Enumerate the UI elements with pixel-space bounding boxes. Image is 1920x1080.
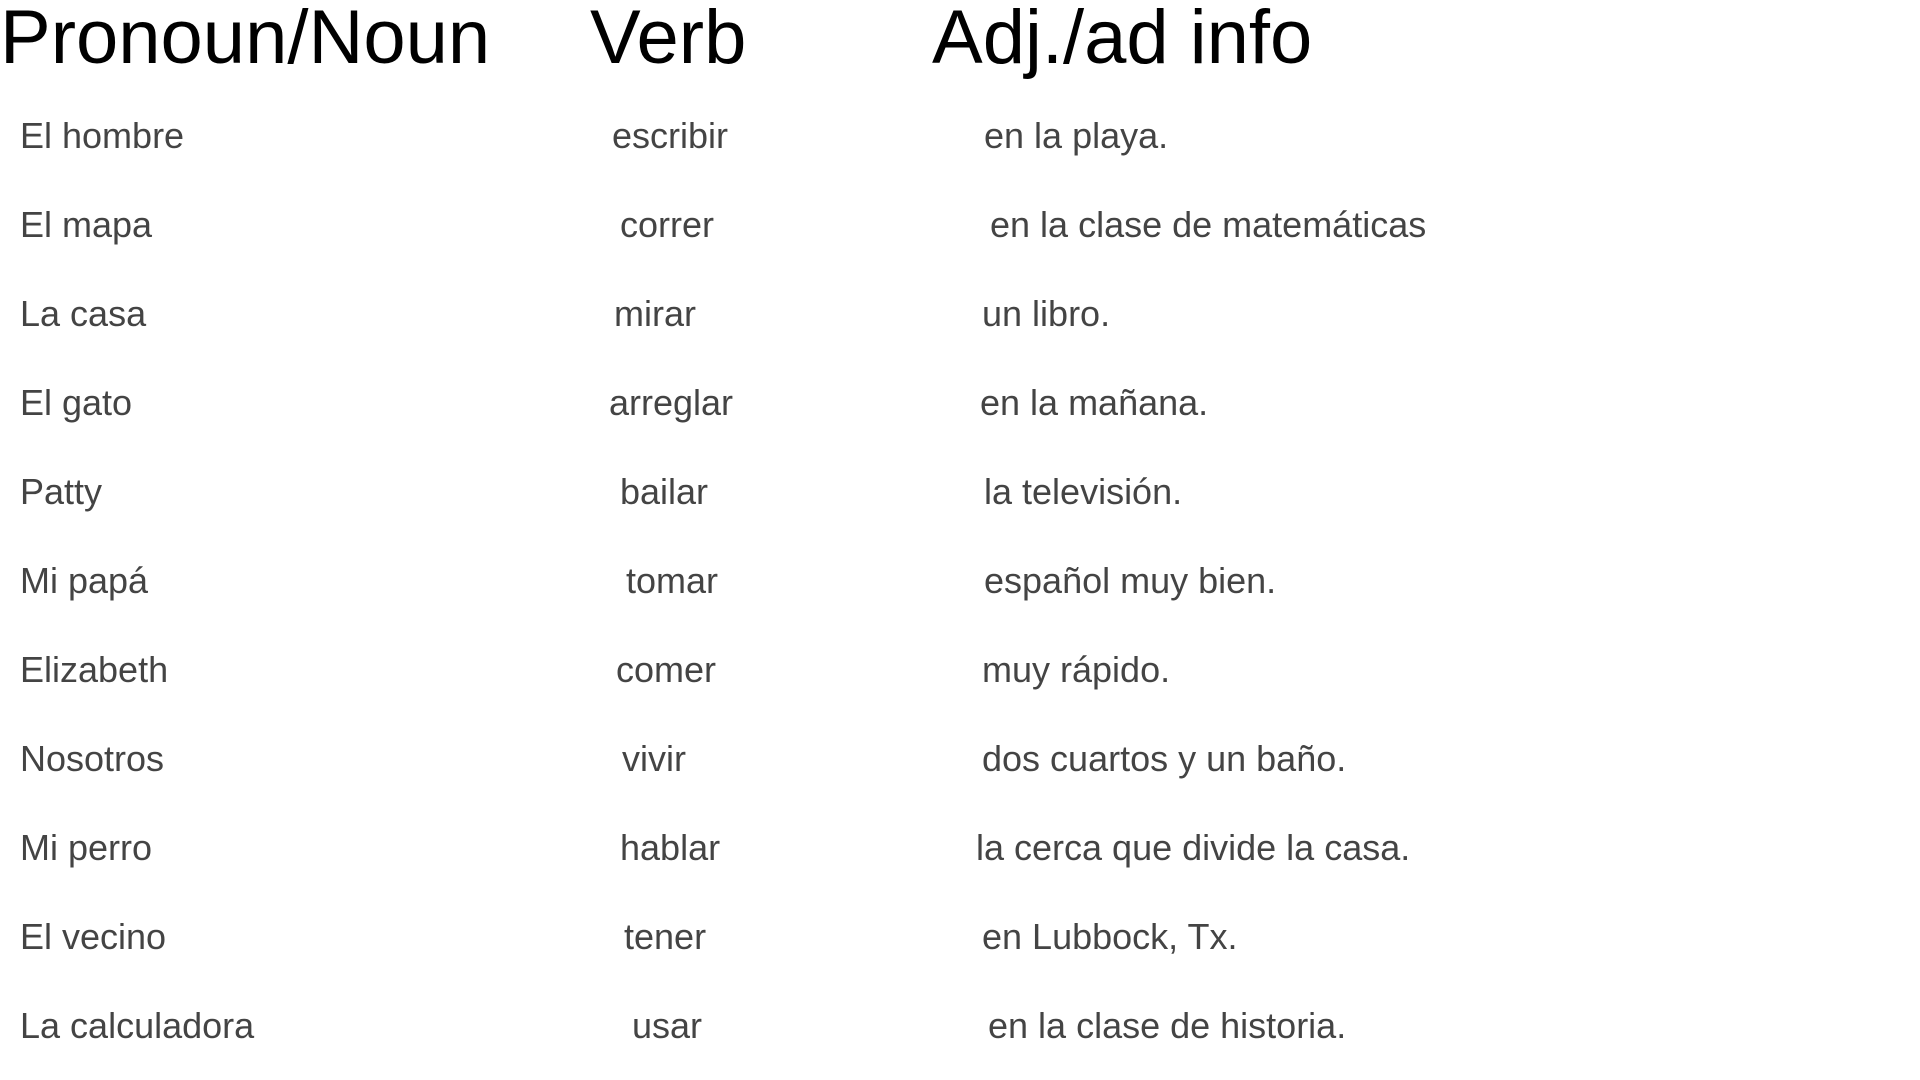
verb-cell: correr xyxy=(620,204,715,245)
pronoun-cell: Nosotros xyxy=(20,738,165,779)
adj-cell: dos cuartos y un baño. xyxy=(982,738,1347,779)
verb-cell: tener xyxy=(624,916,707,957)
verb-cell: mirar xyxy=(614,293,696,334)
pronoun-cell: Mi perro xyxy=(20,827,153,868)
pronoun-cell: Mi papá xyxy=(20,560,149,601)
pronoun-cell: El vecino xyxy=(20,916,167,957)
verb-cell: arreglar xyxy=(609,382,734,423)
adj-cell: la televisión. xyxy=(984,471,1183,512)
verb-cell: hablar xyxy=(620,827,721,868)
adj-cell: muy rápido. xyxy=(982,649,1171,690)
pronoun-cell: Elizabeth xyxy=(20,649,169,690)
header-pronoun-noun: Pronoun/Noun xyxy=(0,0,491,80)
adj-cell: en Lubbock, Tx. xyxy=(982,916,1238,957)
verb-cell: bailar xyxy=(620,471,709,512)
pronoun-cell: El gato xyxy=(20,382,133,423)
adj-cell: español muy bien. xyxy=(984,560,1277,601)
adj-cell: un libro. xyxy=(982,293,1111,334)
adj-cell: en la mañana. xyxy=(980,382,1209,423)
header-adj-info: Adj./ad info xyxy=(932,0,1313,80)
pronoun-cell: La calculadora xyxy=(20,1005,255,1046)
verb-cell: tomar xyxy=(626,560,719,601)
adj-cell: en la playa. xyxy=(984,115,1169,156)
verb-cell: comer xyxy=(616,649,717,690)
header-verb: Verb xyxy=(590,0,747,80)
verb-cell: escribir xyxy=(612,115,729,156)
adj-cell: la cerca que divide la casa. xyxy=(976,827,1411,868)
pronoun-cell: La casa xyxy=(20,293,147,334)
pronoun-cell: El hombre xyxy=(20,115,185,156)
pronoun-cell: Patty xyxy=(20,471,103,512)
verb-cell: usar xyxy=(632,1005,703,1046)
pronoun-cell: El mapa xyxy=(20,204,153,245)
adj-cell: en la clase de historia. xyxy=(988,1005,1347,1046)
adj-cell: en la clase de matemáticas xyxy=(990,204,1427,245)
verb-cell: vivir xyxy=(622,738,686,779)
